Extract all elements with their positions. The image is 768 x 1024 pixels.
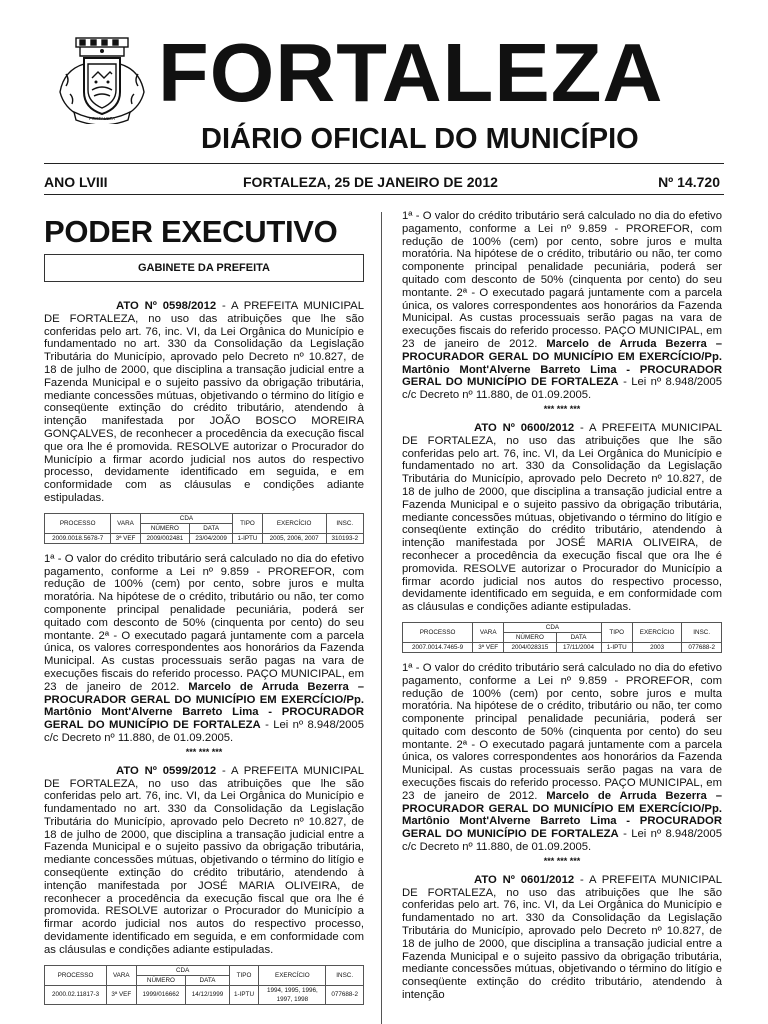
signature: Marcelo de Arruda Bezerra – PROCURADOR GERAL DO MUNICÍPIO EM EXERCÍCIO/Pp. Martônio Mont'Alverne Barreto Lima - PROCURADOR GERAL DO MUNICÍPIO DE FORTALEZA <box>402 789 722 841</box>
cell-numero: 1999/016662 <box>136 985 186 1004</box>
terms-text: 1ª - O valor do crédito tributário será calculado no dia do efetivo pagamento, conforme a Lei nº 9.859 - PROREFOR, com redução de 100% (cem) por cento, sobre juros e multa moratória. Na hipótese de o crédito, tributário ou não, ter como componente principal penalidade pecuniária, poderá ser quitado com desconto de 50% (cinquenta por cento) do seu montante. 2ª - O executado pagará juntamente com a parcela única, os valores correspondentes aos honorários da Fazenda Municipal. As custas processuais serão pagas na vara de execuções fiscais do referido processo. PAÇO MUNICIPAL, em 23 de janeiro de 2012. <box>402 210 722 350</box>
cell-numero: 2009/002481 <box>140 533 189 543</box>
terms-text: 1ª - O valor do crédito tributário será calculado no dia do efetivo pagamento, conforme a Lei nº 9.859 - PROREFOR, com redução de 100% (cem) por cento, sobre juros e multa moratória. Na hipótese de o crédito, tributário ou não, ter como componente principal penalidade pecuniária, poderá ser quitado com desconto de 50% (cinquenta por cento) do seu montante. 2ª - O executado pagará juntamente com a parcela única, os valores correspondentes aos honorários da Fazenda Municipal. As custas processuais serão pagas na vara de execuções fiscais do referido processo. PAÇO MUNICIPAL, em 23 de janeiro de 2012. <box>44 552 364 693</box>
th-tipo: TIPO <box>229 965 259 985</box>
terms-tail: - Lei nº 8.948/2005 c/c Decreto nº 11.880, de 01.09.2005. <box>402 828 722 854</box>
act-paragraph <box>44 300 364 505</box>
terms-paragraph <box>402 210 722 402</box>
header-rule-bottom <box>44 194 724 195</box>
process-table <box>44 513 364 544</box>
cell-tipo: 1-IPTU <box>233 533 262 543</box>
th-cda: CDA <box>136 965 229 975</box>
cell-data: 14/12/1999 <box>186 985 229 1004</box>
act-text: - A PREFEITA MUNICIPAL DE FORTALEZA, no uso das atribuições que lhe são conferidas pelo art. 76, inc. VI, da Lei Orgânica do Município e fundamentado no art. 330 da Consolidação da Legislação Tributária do Município, aprovado pelo Decreto nº 10.827, de 18 de julho de 2000, que disciplina a transação judicial entre a Fazenda Municipal e o sujeito passivo da obrigação tributária, mediante concessões mútuas, objetivando o término do litígio e conseqüente extinção do crédito tributário, atendendo à intenção manifestada por JOSÉ MARIA OLIVEIRA, de reconhecer a procedência da execução fiscal que ora lhe é promovida. RESOLVE autorizar o Procurador do Município a firmar acordo judicial nos autos do respectivo processo, devidamente identificado em seguida, e em conformidade com as cláusulas e condições adiante estipuladas. <box>44 764 364 956</box>
cell-processo: 2009.0018.5678-7 <box>45 533 111 543</box>
terms-paragraph <box>44 553 364 745</box>
act-number: ATO Nº 0598/2012 <box>116 300 217 312</box>
terms-text: 1ª - O valor do crédito tributário será calculado no dia do efetivo pagamento, conforme a Lei nº 9.859 - PROREFOR, com redução de 100% (cem) por cento, sobre juros e multa moratória. Na hipótese de o crédito, tributário ou não, ter como componente principal penalidade pecuniária, poderá ser quitado com desconto de 50% (cinquenta por cento) do seu montante. 2ª - O executado pagará juntamente com a parcela única, os valores correspondentes aos honorários da Fazenda Municipal. As custas processuais serão pagas na vara de execuções fiscais do referido processo. PAÇO MUNICIPAL, em 23 de janeiro de 2012. <box>402 661 722 802</box>
edition-year: ANO LVIII <box>44 174 108 190</box>
terms-paragraph <box>402 662 722 854</box>
column-divider <box>381 212 382 1024</box>
th-vara: VARA <box>107 965 137 985</box>
th-numero: NÚMERO <box>136 975 186 985</box>
th-insc: INSC. <box>326 513 363 533</box>
cell-insc: 077688-2 <box>682 642 722 652</box>
th-numero: NÚMERO <box>504 632 556 642</box>
th-processo: PROCESSO <box>403 622 473 642</box>
act-text: - A PREFEITA MUNICIPAL DE FORTALEZA, no uso das atribuições que lhe são conferidas pelo art. 76, inc. VI, da Lei Orgânica do Município e fundamentado no art. 330 da Consolidação da Legislação Tributária do Município, aprovado pelo Decreto nº 10.827, de 18 de julho de 2000, que disciplina a transação judicial entre a Fazenda Municipal e o sujeito passivo da obrigação tributária, mediante concessões mútuas, objetivando o término do litígio e conseqüente extinção do crédito tributário, atendendo à intenção <box>402 873 722 1002</box>
th-exercicio: EXERCÍCIO <box>262 513 326 533</box>
masthead-title: FORTALEZA <box>158 26 664 119</box>
section-title: PODER EXECUTIVO <box>44 214 338 249</box>
masthead-subtitle: DIÁRIO OFICIAL DO MUNICÍPIO <box>201 123 639 155</box>
th-processo: PROCESSO <box>45 513 111 533</box>
cell-insc: 077688-2 <box>326 985 364 1004</box>
separator: *** *** *** <box>185 746 223 757</box>
th-tipo: TIPO <box>233 513 262 533</box>
dateline <box>44 172 724 192</box>
cell-processo: 2000.02.11817-3 <box>45 985 107 1004</box>
table-row <box>403 642 722 652</box>
cell-data: 23/04/2009 <box>190 533 233 543</box>
table-row <box>45 533 364 543</box>
process-table <box>44 965 364 1005</box>
cell-data: 17/11/2004 <box>556 642 601 652</box>
cell-numero: 2004/028315 <box>504 642 556 652</box>
cell-exercicio: 2005, 2006, 2007 <box>262 533 326 543</box>
cell-tipo: 1-IPTU <box>229 985 259 1004</box>
th-vara: VARA <box>473 622 504 642</box>
th-vara: VARA <box>111 513 140 533</box>
cell-tipo: 1-IPTU <box>601 642 632 652</box>
th-cda: CDA <box>140 513 233 523</box>
separator: *** *** *** <box>543 403 581 414</box>
th-tipo: TIPO <box>601 622 632 642</box>
terms-tail: - Lei nº 8.948/2005 c/c Decreto nº 11.880, de 01.09.2005. <box>44 719 364 744</box>
act-text: - A PREFEITA MUNICIPAL DE FORTALEZA, no uso das atribuições que lhe são conferidas pelo art. 76, inc. VI, da Lei Orgânica do Município e fundamentado no art. 330 da Consolidação da Legislação Tributária do Município, aprovado pelo Decreto nº 10.827, de 18 de julho de 2000, que disciplina a transação judicial entre a Fazenda Municipal e o sujeito passivo da obrigação tributária, mediante concessões mútuas, objetivando o término do litígio e conseqüente extinção do crédito tributário, atendendo à intenção manifestada por JOÃO BOSCO MOREIRA GONÇALVES, de reconhecer a procedência da execução fiscal que ora lhe é promovida. RESOLVE autorizar o Procurador do Município a firmar acordo judicial nos autos do respectivo processo, devidamente identificado em seguida, e em conformidade com as cláusulas e condições adiante estipuladas. <box>44 300 364 504</box>
signature: Marcelo de Arruda Bezerra – PROCURADOR GERAL DO MUNICÍPIO EM EXERCÍCIO/Pp. Martônio Mont'Alverne Barreto Lima - PROCURADOR GERAL DO MUNICÍPIO DE FORTALEZA <box>44 680 364 732</box>
act-paragraph <box>44 765 364 957</box>
act-paragraph <box>402 422 722 614</box>
th-exercicio: EXERCÍCIO <box>632 622 682 642</box>
th-data: DATA <box>556 632 601 642</box>
th-cda: CDA <box>504 622 601 632</box>
cell-vara: 3ª VEF <box>473 642 504 652</box>
separator: *** *** *** <box>543 855 581 866</box>
edition-date: FORTALEZA, 25 DE JANEIRO DE 2012 <box>243 174 498 190</box>
table-row <box>45 985 364 1004</box>
th-processo: PROCESSO <box>45 965 107 985</box>
th-data: DATA <box>186 975 229 985</box>
cell-vara: 3ª VEF <box>111 533 140 543</box>
edition-number: Nº 14.720 <box>658 174 720 190</box>
right-column <box>402 210 722 1002</box>
cell-exercicio: 2003 <box>632 642 682 652</box>
signature: Marcelo de Arruda Bezerra – PROCURADOR GERAL DO MUNICÍPIO EM EXERCÍCIO/Pp. Martônio Mont'Alverne Barreto Lima - PROCURADOR GERAL DO MUNICÍPIO DE FORTALEZA <box>402 337 722 389</box>
act-number: ATO Nº 0599/2012 <box>116 764 217 777</box>
th-insc: INSC. <box>682 622 722 642</box>
crest-label: FORTALEZA <box>88 116 116 121</box>
left-column <box>44 210 364 1014</box>
terms-tail: - Lei nº 8.948/2005 c/c Decreto nº 11.880, de 01.09.2005. <box>402 376 722 402</box>
th-numero: NÚMERO <box>140 523 189 533</box>
th-data: DATA <box>190 523 233 533</box>
act-number: ATO Nº 0601/2012 <box>474 873 575 886</box>
act-paragraph <box>402 874 722 1002</box>
th-insc: INSC. <box>326 965 364 985</box>
process-table <box>402 622 722 653</box>
section-box: GABINETE DA PREFEITA <box>44 254 364 282</box>
city-coat-of-arms-icon <box>54 34 150 124</box>
cell-exercicio: 1994, 1995, 1996, 1997, 1998 <box>259 985 326 1004</box>
act-number: ATO Nº 0600/2012 <box>474 421 575 434</box>
cell-insc: 310193-2 <box>326 533 363 543</box>
act-text: - A PREFEITA MUNICIPAL DE FORTALEZA, no uso das atribuições que lhe são conferidas pelo art. 76, inc. VI, da Lei Orgânica do Município e fundamentado no art. 330 da Consolidação da Legislação Tributária do Município, aprovado pelo Decreto nº 10.827, de 18 de julho de 2000, que disciplina a transação judicial entre a Fazenda Municipal e o sujeito passivo da obrigação tributária, mediante concessões mútuas, objetivando o término do litígio e conseqüente extinção do crédito tributário, atendendo à intenção manifestada por JOSÉ MARIA OLIVEIRA, de reconhecer a procedência da execução fiscal que ora lhe é promovida. RESOLVE autorizar o Procurador do Município a firmar acordo judicial nos autos do respectivo processo, devidamente identificado em seguida, e em conformidade com as cláusulas e condições adiante estipuladas. <box>402 421 722 614</box>
cell-vara: 3ª VEF <box>107 985 137 1004</box>
cell-processo: 2007.0014.7465-9 <box>403 642 473 652</box>
th-exercicio: EXERCÍCIO <box>259 965 326 985</box>
header-rule-top <box>44 163 724 164</box>
